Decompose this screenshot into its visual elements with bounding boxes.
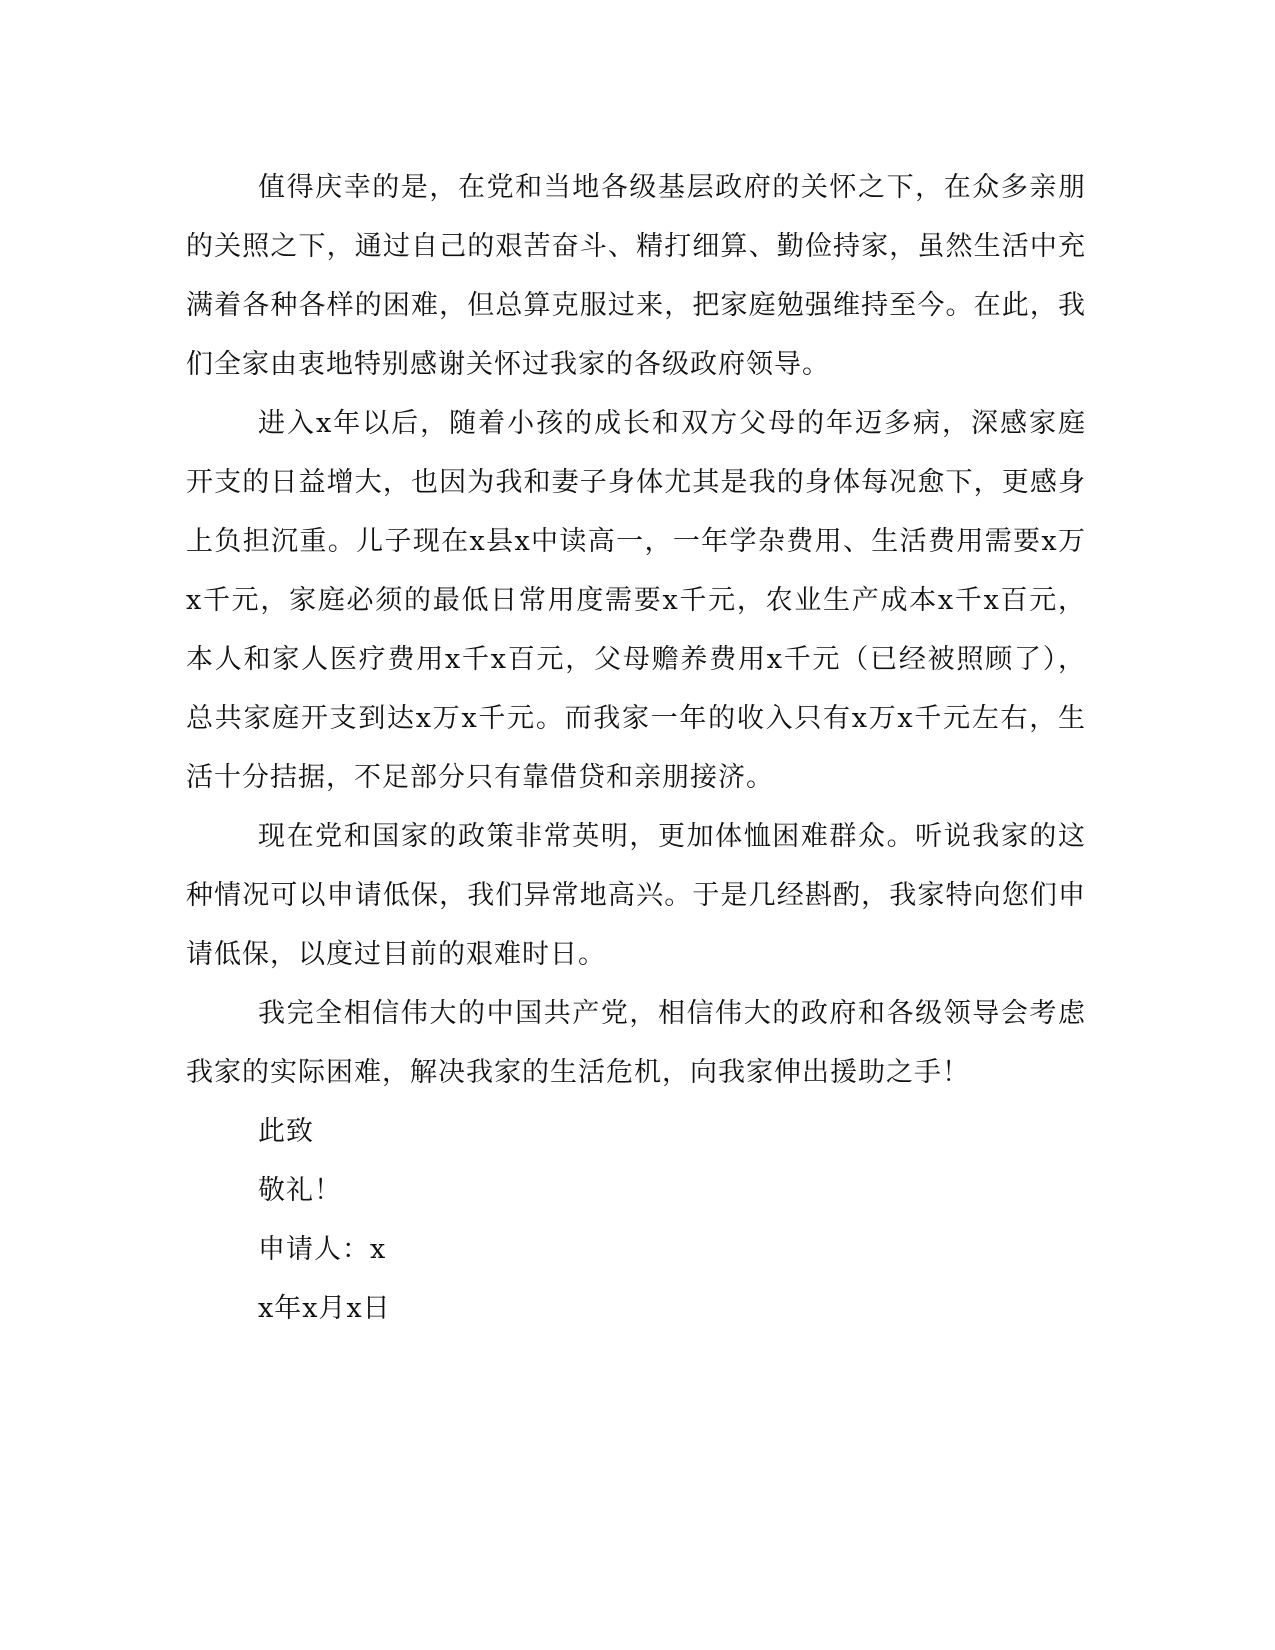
letter-date: x年x月x日 [258, 1293, 391, 1324]
applicant-signature: 申请人：x [258, 1234, 387, 1265]
paragraph-gratitude: 值得庆幸的是，在党和当地各级基层政府的关怀之下，在众多亲朋的关照之下，通过自己的艰苦奋斗、精打细算、勤俭持家，虽然生活中充满着各种各样的困难，但总算克服过来，把家庭勉强维持至今。在此，我们全家由衷地特别感谢关怀过我家的各级政府领导。 [186, 172, 1086, 380]
paragraph-application: 现在党和国家的政策非常英明，更加体恤困难群众。听说我家的这种情况可以申请低保，我们异常地高兴。于是几经斟酌，我家特向您们申请低保，以度过目前的艰难时日。 [186, 821, 1086, 970]
letter-body [186, 158, 1086, 1338]
closing-text: 此致 [258, 1116, 314, 1147]
paragraph-trust: 我完全相信伟大的中国共产党，相信伟大的政府和各级领导会考虑我家的实际困难，解决我家的生活危机，向我家伸出援助之手！ [186, 998, 1086, 1088]
paragraph-expenses: 进入x年以后，随着小孩的成长和双方父母的年迈多病，深感家庭开支的日益增大，也因为我和妻子身体尤其是我的身体每况愈下，更感身上负担沉重。儿子现在x县x中读高一，一年学杂费用、生活费用需要x万x千元，家庭必须的最低日常用度需要x千元，农业生产成本x千x百元，本人和家人医疗费用x千x百元，父母赡养费用x千元（已经被照顾了），总共家庭开支到达x万x千元。而我家一年的收入只有x万x千元左右，生活十分拮据，不足部分只有靠借贷和亲朋接济。 [186, 408, 1086, 793]
salutation-text: 敬礼！ [258, 1175, 342, 1206]
